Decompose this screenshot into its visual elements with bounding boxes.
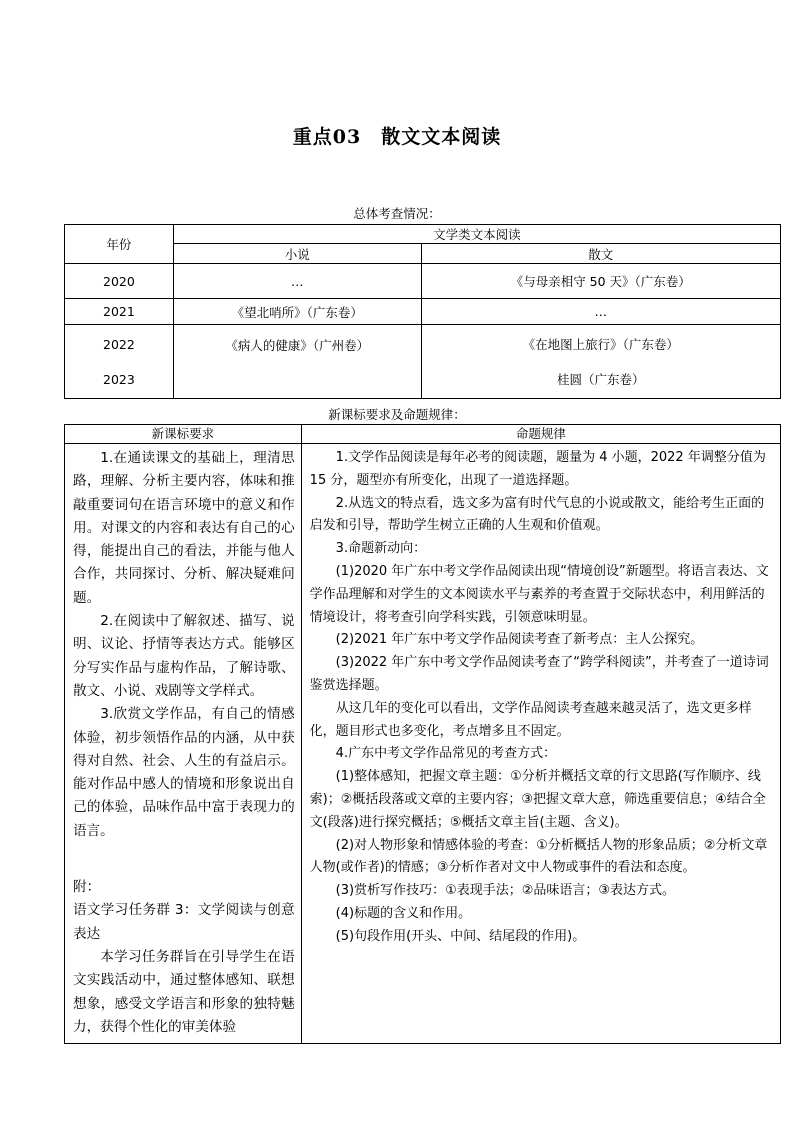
header-requirements: 新课标要求 [65,425,302,444]
pattern-paragraph: (2)对人物形象和情感体验的考查：①分析概括人物的形象品质；②分析文章人物(或作者)的情感；③分析作者对文中人物或事件的看法和态度。 [309,837,768,876]
header-novel: 小说 [173,244,421,264]
pattern-paragraph: (4)标题的含义和作用。 [335,905,472,921]
requirement-paragraph: 1.在通读课文的基础上，理清思路，理解、分析主要内容，体味和推敲重要词句在语言环境中的意义和作用。对课文的内容和表达有自己的心得，能提出自己的看法，并能与他人合作，共同探讨、分析、解决疑难问题。 [73,450,295,606]
curriculum-table [64,424,781,1044]
patterns-column [301,444,780,1044]
overview-caption: 总体考查情况： [353,206,441,221]
task-group-title: 语文学习任务群 3：文学阅读与创意表达 [73,902,295,942]
table-row [65,299,781,325]
pattern-paragraph: 3.命题新动向： [335,541,427,557]
novel-cell: 《望北哨所》（广东卷） [173,299,421,325]
curriculum-caption: 新课标要求及命题规律： [328,407,466,422]
header-year: 年份 [65,225,174,264]
pattern-paragraph: 4.广东中考文学作品常见的考查方式： [335,746,557,762]
appendix-label: 附： [73,879,101,896]
year-cell: 2022 [103,336,135,352]
novel-cell: … [173,264,421,299]
pattern-paragraph: (3)2022 年广东中考文学作品阅读考查了“跨学科阅读”，并考查了一道诗词鉴赏选择题。 [309,655,769,693]
prose-cell: … [421,299,780,325]
pattern-paragraph: 1.文学作品阅读是每年必考的阅读题，题量为 4 小题，2022 年调整分值为 15 分，题型亦有所变化，出现了一道选择题。 [309,450,766,488]
table-row [65,325,781,399]
prose-cell: 《与母亲相守 50 天》（广东卷） [421,264,780,299]
year-cell: 2021 [65,299,174,325]
pattern-paragraph: 从这几年的变化可以看出，文学作品阅读考查越来越灵活了，选文更多样化，题目形式也多变化，考点增多且不固定。 [309,700,752,739]
pattern-paragraph: (1)2020 年广东中考文学作品阅读出现“情境创设”新题型。将语言表达、文学作品理解和对学生的文本阅读水平与素养的考查置于交际状态中，利用鲜活的情境设计，将考查引向学科实践，引领意味明显。 [309,563,769,625]
novel-cell: 《病人的健康》（广州卷） [225,337,370,353]
year-cell: 2020 [65,264,174,299]
header-literary-group: 文学类文本阅读 [173,225,780,244]
requirement-paragraph: 本学习任务群旨在引导学生在语文实践活动中，通过整体感知、联想想象，感受文学语言和形象的独特魅力，获得个性化的审美体验 [73,948,295,1035]
year-cell: 2023 [103,371,135,387]
requirement-paragraph: 3.欣赏文学作品，有自己的情感体验，初步领悟作品的内涵，从中获得对自然、社会、人生的有益启示。能对作品中感人的情境和形象说出自己的体验，品味作品中富于表现力的语言。 [73,706,295,839]
header-prose: 散文 [421,244,780,264]
prose-cell: 《在地图上旅行》（广东卷） [522,337,679,352]
pattern-paragraph: (2)2021 年广东中考文学作品阅读考查了新考点：主人公探究。 [335,632,704,648]
overview-table [64,224,781,399]
pattern-paragraph: (1)整体感知，把握文章主题：①分析并概括文章的行文思路(写作顺序、线索)；②概括段落或文章的主要内容；③把握文章大意，筛选重要信息；④结合全文(段落)进行探究概括；⑤概括文章主旨(主题、含义)。 [309,769,766,830]
table-row [65,264,781,299]
header-patterns: 命题规律 [301,425,780,444]
pattern-paragraph: (5)句段作用(开头、中间、结尾段的作用)。 [335,928,586,944]
novel-cell [174,372,421,387]
pattern-paragraph: 2.从选文的特点看，选文多为富有时代气息的小说或散文，能给考生正面的启发和引导，帮助学生树立正确的人生观和价值观。 [309,495,765,534]
requirement-paragraph: 2.在阅读中了解叙述、描写、说明、议论、抒情等表达方式。能够区分写实作品与虚构作品，了解诗歌、散文、小说、戏剧等文学样式。 [73,613,295,699]
page-title: 重点03 散文文本阅读 [292,126,502,148]
pattern-paragraph: (3)赏析写作技巧：①表现手法；②品味语言；③表达方式。 [335,883,676,899]
prose-cell: 桂圆（广东卷） [557,372,645,387]
requirements-column [65,444,302,1044]
